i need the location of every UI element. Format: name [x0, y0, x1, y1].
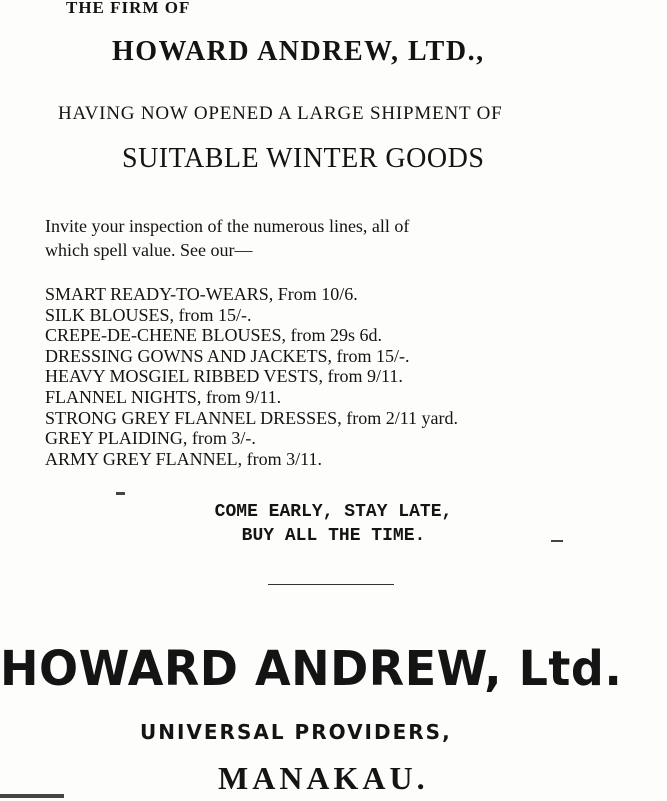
divider-rule — [268, 584, 394, 585]
item-price: From 10/6. — [277, 284, 358, 304]
brand-name: HOWARD ANDREW, Ltd. — [0, 640, 623, 697]
intro-line-1: Invite your inspection of the numerous lines, all of — [45, 216, 410, 236]
list-item — [45, 449, 458, 470]
item-name: GREY PLAIDING, — [45, 428, 188, 449]
town-name: MANAKAU. — [218, 760, 429, 796]
item-name: HEAVY MOSGIEL RIBBED VESTS, — [45, 366, 324, 387]
item-name: ARMY GREY FLANNEL, — [45, 448, 243, 469]
item-price: from 3/-. — [191, 428, 256, 449]
print-speck — [551, 540, 563, 542]
list-item — [45, 346, 458, 367]
list-item — [45, 284, 458, 305]
item-name: DRESSING GOWNS AND JACKETS, — [45, 345, 333, 366]
firm-name-heading: HOWARD ANDREW, LTD., — [112, 36, 485, 67]
providers-tagline: UNIVERSAL PROVIDERS, — [140, 720, 452, 744]
item-name: FLANNEL NIGHTS, — [45, 386, 202, 407]
item-price: from 9/11. — [205, 386, 282, 407]
slogan-line-2: BUY ALL THE TIME. — [241, 526, 426, 546]
list-item — [45, 305, 458, 326]
item-price: from 3/11. — [246, 448, 322, 469]
item-price: from 15/-. — [178, 304, 252, 325]
item-name: SMART READY-TO-WEARS, — [45, 284, 274, 304]
firm-of-line: THE FIRM OF — [66, 0, 191, 17]
winter-goods-heading: SUITABLE WINTER GOODS — [122, 143, 485, 174]
list-item — [45, 428, 458, 449]
print-speck — [116, 492, 125, 495]
intro-line-2: which spell value. See our— — [45, 240, 253, 260]
list-item — [45, 408, 458, 429]
item-price: from 15/-. — [336, 345, 410, 366]
item-name: SILK BLOUSES, — [45, 304, 175, 325]
item-price: from 9/11. — [327, 366, 403, 387]
item-name: STRONG GREY FLANNEL DRESSES, — [45, 407, 342, 428]
item-name: CREPE-DE-CHENE BLOUSES, — [45, 325, 287, 346]
list-item — [45, 325, 458, 346]
item-price: from 29s 6d. — [290, 325, 383, 346]
slogan-line-1: COME EARLY, STAY LATE, — [214, 502, 453, 522]
slogan — [0, 500, 667, 548]
intro-paragraph — [45, 214, 409, 262]
list-item — [45, 366, 458, 387]
list-item — [45, 387, 458, 408]
goods-list — [45, 284, 458, 469]
shipment-line: HAVING NOW OPENED A LARGE SHIPMENT OF — [58, 103, 503, 124]
item-price: from 2/11 yard. — [346, 407, 459, 428]
print-speck — [0, 794, 64, 798]
